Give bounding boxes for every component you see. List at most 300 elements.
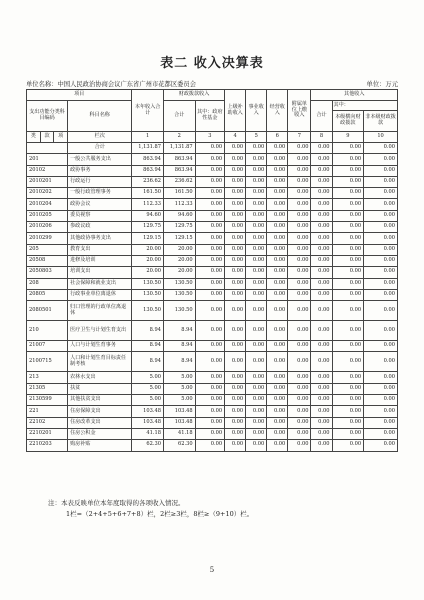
row-value: 130.50: [132, 278, 164, 289]
row-value: 0.00: [288, 267, 311, 278]
table-row: [27, 176, 398, 187]
row-value: 863.94: [163, 154, 195, 165]
row-value: 0.00: [195, 154, 225, 165]
row-value: 0.00: [364, 176, 398, 187]
header-other-non-fiscal: 非本级财政拨款: [364, 111, 398, 132]
table-row: [27, 210, 398, 221]
row-value: 0.00: [267, 222, 288, 233]
row-value: 0.00: [311, 428, 332, 439]
row-value: 0.00: [311, 372, 332, 383]
row-value: 0.00: [311, 188, 332, 199]
row-value: 236.62: [163, 176, 195, 187]
row-value: 0.00: [246, 199, 267, 210]
row-value: 0.00: [364, 289, 398, 300]
table-row: [27, 372, 398, 383]
header-other-group: 其他收入: [311, 90, 398, 101]
row-value: 0.00: [246, 233, 267, 244]
row-value: 0.00: [267, 372, 288, 383]
row-value: 0.00: [332, 244, 364, 255]
row-value: 0.00: [364, 165, 398, 176]
row-value: 0.00: [246, 428, 267, 439]
row-value: 0.00: [332, 428, 364, 439]
row-value: 0.00: [332, 267, 364, 278]
row-value: 129.75: [132, 222, 164, 233]
page-title: 表二 收入决算表: [160, 56, 264, 71]
row-value: 0.00: [311, 406, 332, 417]
row-name: 人口与计划生育事务: [68, 341, 132, 352]
row-value: 0.00: [195, 440, 225, 451]
row-value: 0.00: [246, 176, 267, 187]
row-value: 0.00: [364, 352, 398, 372]
row-value: 62.30: [163, 440, 195, 451]
row-code: 20508: [27, 255, 68, 266]
row-value: 0.00: [246, 165, 267, 176]
row-value: 130.50: [163, 289, 195, 300]
row-value: 0.00: [288, 289, 311, 300]
row-value: 130.50: [132, 289, 164, 300]
row-code: 2010205: [27, 210, 68, 221]
row-value: 0.00: [225, 233, 246, 244]
row-value: 0.00: [225, 372, 246, 383]
footnote-line-1: 注：本表反映单位本年度取得的各项收入情况。: [48, 499, 185, 507]
table-row: [27, 222, 398, 233]
row-value: 0.00: [311, 165, 332, 176]
row-value: 0.00: [332, 188, 364, 199]
table-row: [27, 154, 398, 165]
header-fiscal-total: 合计: [163, 101, 195, 132]
row-value: 0.00: [332, 233, 364, 244]
row-value: 0.00: [246, 417, 267, 428]
header-section: 款: [40, 132, 54, 143]
col-no: 6: [267, 132, 288, 143]
row-value: 0.00: [246, 154, 267, 165]
row-value: 8.94: [163, 352, 195, 372]
header-name-col: 科目名称: [68, 101, 132, 132]
row-value: 0.00: [288, 210, 311, 221]
row-value: 0.00: [225, 188, 246, 199]
row-value: 0.00: [267, 154, 288, 165]
row-value: 0.00: [195, 383, 225, 394]
row-value: 0.00: [267, 267, 288, 278]
row-name: 政协会议: [68, 199, 132, 210]
footnote: [48, 498, 253, 520]
row-value: 0.00: [288, 301, 311, 321]
table-row: [27, 244, 398, 255]
row-value: 0.00: [267, 440, 288, 451]
row-value: 0.00: [267, 395, 288, 406]
table-row: [27, 255, 398, 266]
row-value: 0.00: [288, 395, 311, 406]
table-row: [27, 278, 398, 289]
row-value: 62.30: [132, 440, 164, 451]
row-value: 0.00: [288, 278, 311, 289]
row-name: 医疗卫生与计划生育支出: [68, 321, 132, 341]
row-value: 0.00: [364, 222, 398, 233]
row-value: 130.50: [163, 278, 195, 289]
row-code: 2010206: [27, 222, 68, 233]
col-no: 8: [311, 132, 332, 143]
row-value: 0.00: [225, 244, 246, 255]
row-value: 0.00: [195, 372, 225, 383]
row-code: 2010299: [27, 233, 68, 244]
row-value: 129.75: [163, 222, 195, 233]
row-value: 0.00: [225, 428, 246, 439]
row-value: 0.00: [267, 199, 288, 210]
header-other-non-local: 本级横向财政拨款: [332, 111, 364, 132]
row-value: 0.00: [311, 289, 332, 300]
total-cell: 1,131.87: [163, 143, 195, 154]
total-label: 合计: [68, 143, 132, 154]
header-upper-subsidy: 上级补助收入: [225, 90, 246, 132]
table-row: [27, 428, 398, 439]
row-value: 0.00: [225, 383, 246, 394]
row-value: 0.00: [195, 222, 225, 233]
row-name: 住房保障支出: [68, 406, 132, 417]
row-value: 0.00: [364, 440, 398, 451]
row-value: 0.00: [332, 278, 364, 289]
row-value: 41.18: [132, 428, 164, 439]
table-row: [27, 321, 398, 341]
row-value: 0.00: [225, 417, 246, 428]
row-value: 0.00: [267, 301, 288, 321]
row-value: 0.00: [195, 267, 225, 278]
col-no: 7: [288, 132, 311, 143]
row-name: 政协事务: [68, 165, 132, 176]
row-value: 0.00: [267, 188, 288, 199]
row-value: 130.50: [163, 301, 195, 321]
row-name: 进修及培训: [68, 255, 132, 266]
row-value: 0.00: [195, 301, 225, 321]
row-name: 委员视察: [68, 210, 132, 221]
row-code: 2010204: [27, 199, 68, 210]
row-value: 0.00: [332, 210, 364, 221]
row-value: 0.00: [246, 210, 267, 221]
row-value: 161.50: [132, 188, 164, 199]
row-code: 2010201: [27, 176, 68, 187]
row-name: 人口和计划生育目标责任制考核: [68, 352, 132, 372]
row-value: 0.00: [288, 199, 311, 210]
row-value: 0.00: [195, 188, 225, 199]
row-code: 201: [27, 154, 68, 165]
row-value: 0.00: [267, 244, 288, 255]
row-value: 8.94: [163, 341, 195, 352]
footnote-line-2: 1栏=（2+4+5+6+7+8）栏，2栏≥3栏，8栏≥（9+10）栏。: [66, 510, 254, 518]
row-value: 0.00: [246, 406, 267, 417]
row-value: 0.00: [225, 199, 246, 210]
row-code: 2010202: [27, 188, 68, 199]
row-value: 0.00: [267, 210, 288, 221]
row-code: 2130599: [27, 395, 68, 406]
row-value: 20.00: [163, 255, 195, 266]
row-value: 0.00: [288, 321, 311, 341]
header-class: 类: [27, 132, 41, 143]
row-value: 8.94: [132, 352, 164, 372]
header-other-of-which: 其中：: [332, 101, 397, 111]
row-value: 0.00: [225, 278, 246, 289]
row-value: 863.94: [132, 165, 164, 176]
row-value: 0.00: [267, 417, 288, 428]
row-value: 0.00: [364, 188, 398, 199]
row-value: 0.00: [364, 383, 398, 394]
row-value: 0.00: [311, 417, 332, 428]
row-value: 0.00: [246, 321, 267, 341]
table-row: [27, 199, 398, 210]
row-value: 0.00: [195, 289, 225, 300]
row-name: 一般公共服务支出: [68, 154, 132, 165]
table-row: [27, 165, 398, 176]
row-value: 0.00: [311, 199, 332, 210]
row-value: 103.48: [163, 406, 195, 417]
row-value: 0.00: [364, 210, 398, 221]
row-value: 0.00: [246, 341, 267, 352]
row-code: 221: [27, 406, 68, 417]
row-value: 0.00: [364, 341, 398, 352]
row-value: 129.15: [163, 233, 195, 244]
table-row: [27, 383, 398, 394]
row-value: 0.00: [246, 352, 267, 372]
row-value: 0.00: [288, 244, 311, 255]
total-cell: 0.00: [364, 143, 398, 154]
row-name: 行政事业单位离退休: [68, 289, 132, 300]
row-value: 0.00: [311, 176, 332, 187]
row-value: 8.94: [163, 321, 195, 341]
row-value: 20.00: [132, 244, 164, 255]
table-row: [27, 395, 398, 406]
row-value: 0.00: [267, 255, 288, 266]
row-value: 5.00: [132, 395, 164, 406]
total-cell: 1,131.87: [132, 143, 164, 154]
row-value: 0.00: [267, 352, 288, 372]
row-value: 5.00: [132, 383, 164, 394]
row-value: 0.00: [364, 255, 398, 266]
row-value: 0.00: [288, 352, 311, 372]
row-value: 0.00: [267, 321, 288, 341]
header-operating-income: 经营收入: [267, 90, 288, 132]
row-value: 0.00: [267, 233, 288, 244]
header-other-total: 合计: [311, 101, 332, 132]
table-row: [27, 188, 398, 199]
col-no: 2: [163, 132, 195, 143]
row-value: 0.00: [364, 372, 398, 383]
row-name: 其他扶贫支出: [68, 395, 132, 406]
row-value: 94.60: [163, 210, 195, 221]
row-value: 0.00: [225, 267, 246, 278]
row-value: 0.00: [364, 154, 398, 165]
row-code: 2210201: [27, 428, 68, 439]
total-row: [27, 143, 398, 154]
row-value: 0.00: [246, 255, 267, 266]
row-value: 0.00: [311, 267, 332, 278]
row-value: 0.00: [311, 255, 332, 266]
row-value: 0.00: [225, 352, 246, 372]
row-value: 0.00: [195, 165, 225, 176]
row-value: 0.00: [195, 406, 225, 417]
row-value: 0.00: [332, 165, 364, 176]
row-value: 0.00: [332, 321, 364, 341]
row-value: 0.00: [267, 428, 288, 439]
page-number: 5: [209, 566, 215, 574]
header-item-level: 项: [54, 132, 68, 143]
row-value: 0.00: [311, 222, 332, 233]
row-value: 0.00: [332, 406, 364, 417]
row-value: 0.00: [195, 244, 225, 255]
row-value: 0.00: [311, 383, 332, 394]
row-value: 129.15: [132, 233, 164, 244]
row-value: 0.00: [311, 233, 332, 244]
row-value: 41.18: [163, 428, 195, 439]
row-value: 0.00: [195, 233, 225, 244]
row-code: 2210203: [27, 440, 68, 451]
row-value: 130.50: [132, 301, 164, 321]
col-no: 5: [246, 132, 267, 143]
row-value: 8.94: [132, 341, 164, 352]
table-row: [27, 267, 398, 278]
row-value: 103.48: [132, 417, 164, 428]
row-value: 0.00: [288, 383, 311, 394]
row-value: 0.00: [332, 222, 364, 233]
row-value: 0.00: [267, 289, 288, 300]
row-name: 住房改革支出: [68, 417, 132, 428]
row-value: 0.00: [288, 154, 311, 165]
row-value: 0.00: [364, 278, 398, 289]
row-code: 20805: [27, 289, 68, 300]
total-cell: 0.00: [311, 143, 332, 154]
table-row: [27, 352, 398, 372]
row-value: 0.00: [195, 428, 225, 439]
row-value: 20.00: [132, 267, 164, 278]
row-value: 0.00: [332, 154, 364, 165]
row-value: 0.00: [246, 222, 267, 233]
header-fiscal-gov-fund: 其中：政府性基金: [195, 101, 225, 132]
row-value: 0.00: [195, 278, 225, 289]
table-row: [27, 417, 398, 428]
header-item: 项目: [27, 90, 132, 101]
row-value: 863.94: [132, 154, 164, 165]
row-value: 0.00: [195, 417, 225, 428]
header-fiscal-group: 财政拨款收入: [163, 90, 224, 101]
col-no: 1: [132, 132, 164, 143]
row-value: 5.00: [163, 395, 195, 406]
row-value: 0.00: [311, 341, 332, 352]
row-value: 0.00: [246, 301, 267, 321]
row-value: 0.00: [225, 289, 246, 300]
row-value: 0.00: [364, 199, 398, 210]
income-table: [26, 89, 398, 452]
row-value: 0.00: [267, 176, 288, 187]
col-no: 10: [364, 132, 398, 143]
total-cell: 0.00: [267, 143, 288, 154]
total-cell: 0.00: [195, 143, 225, 154]
header-code-col: 支出功能分类科目编码: [27, 101, 68, 132]
row-code: 2080501: [27, 301, 68, 321]
row-value: 0.00: [288, 165, 311, 176]
total-cell: 0.00: [288, 143, 311, 154]
row-value: 103.48: [132, 406, 164, 417]
row-value: 20.00: [163, 267, 195, 278]
row-value: 94.60: [132, 210, 164, 221]
row-value: 0.00: [225, 395, 246, 406]
row-code: 210: [27, 321, 68, 341]
row-value: 0.00: [364, 428, 398, 439]
row-name: 参政议政: [68, 222, 132, 233]
total-cell: 0.00: [225, 143, 246, 154]
row-value: 0.00: [311, 154, 332, 165]
row-value: 0.00: [267, 383, 288, 394]
row-value: 0.00: [311, 210, 332, 221]
row-value: 0.00: [364, 417, 398, 428]
row-code: 205: [27, 244, 68, 255]
row-value: 8.94: [132, 321, 164, 341]
row-value: 0.00: [267, 341, 288, 352]
row-value: 0.00: [195, 210, 225, 221]
row-value: 0.00: [246, 395, 267, 406]
row-value: 0.00: [332, 417, 364, 428]
row-code: 21007: [27, 341, 68, 352]
row-value: 0.00: [288, 372, 311, 383]
row-value: 0.00: [364, 406, 398, 417]
row-code: 21305: [27, 383, 68, 394]
row-value: 0.00: [246, 244, 267, 255]
row-value: 0.00: [225, 210, 246, 221]
row-value: 0.00: [332, 176, 364, 187]
col-no: 3: [195, 132, 225, 143]
row-value: 0.00: [311, 395, 332, 406]
row-name: 其他政协事务支出: [68, 233, 132, 244]
row-value: 0.00: [225, 341, 246, 352]
row-value: 0.00: [311, 321, 332, 341]
row-value: 0.00: [267, 406, 288, 417]
row-value: 20.00: [132, 255, 164, 266]
row-code: 213: [27, 372, 68, 383]
row-value: 0.00: [288, 440, 311, 451]
row-value: 0.00: [332, 301, 364, 321]
row-value: 0.00: [364, 244, 398, 255]
row-value: 0.00: [364, 321, 398, 341]
row-value: 112.33: [163, 199, 195, 210]
table-row: [27, 233, 398, 244]
row-value: 0.00: [332, 289, 364, 300]
row-value: 0.00: [288, 341, 311, 352]
row-code: 208: [27, 278, 68, 289]
row-code: 22102: [27, 417, 68, 428]
row-code: 2100715: [27, 352, 68, 372]
row-value: 103.48: [163, 417, 195, 428]
row-name: 一般行政管理事务: [68, 188, 132, 199]
row-value: 0.00: [311, 301, 332, 321]
row-value: 0.00: [195, 341, 225, 352]
row-value: 0.00: [364, 233, 398, 244]
row-value: 0.00: [225, 321, 246, 341]
row-value: 5.00: [163, 383, 195, 394]
row-value: 0.00: [332, 255, 364, 266]
row-code: 20102: [27, 165, 68, 176]
row-code: 2050803: [27, 267, 68, 278]
total-cell: 0.00: [246, 143, 267, 154]
row-name: 培训支出: [68, 267, 132, 278]
row-value: 0.00: [246, 383, 267, 394]
row-value: 0.00: [332, 395, 364, 406]
row-value: 0.00: [288, 188, 311, 199]
row-value: 0.00: [225, 165, 246, 176]
row-name: 扶贫: [68, 383, 132, 394]
row-value: 0.00: [267, 165, 288, 176]
row-value: 0.00: [225, 406, 246, 417]
row-value: 0.00: [246, 267, 267, 278]
row-name: 教育支出: [68, 244, 132, 255]
row-value: 20.00: [163, 244, 195, 255]
row-value: 0.00: [311, 244, 332, 255]
row-value: 0.00: [288, 428, 311, 439]
